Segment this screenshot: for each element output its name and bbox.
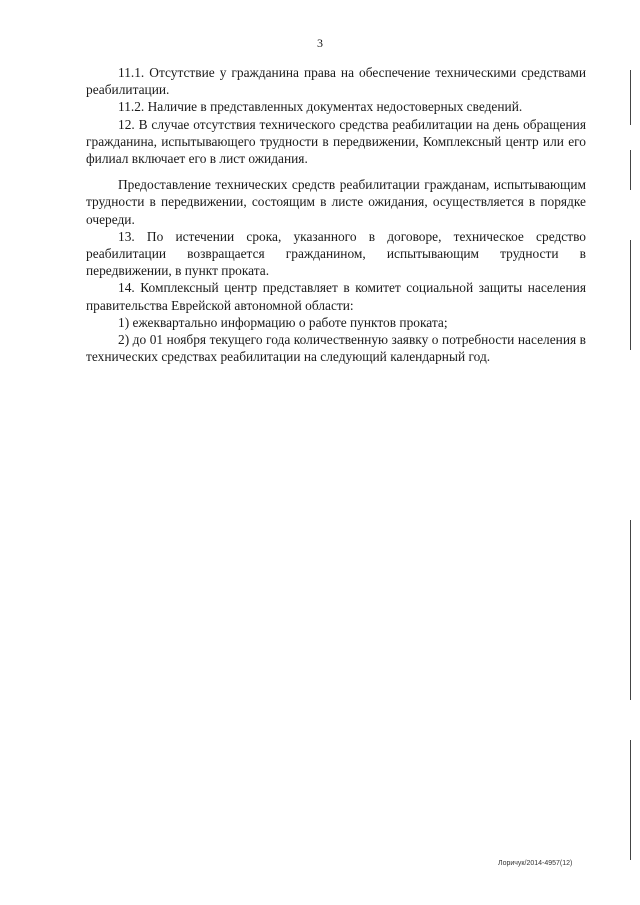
paragraph-13: 13. По истечении срока, указанного в договоре, техническое средство реабилитации возвращается гражданином, испытывающим трудности в передвижении, в пункт проката. [86,228,586,279]
paragraph-11-1: 11.1. Отсутствие у гражданина права на обеспечение техническими средствами реабилитации. [86,65,586,98]
scan-edge-line [630,150,631,190]
paragraph-14-item-1: 1) ежеквартально информацию о работе пунктов проката; [118,314,448,330]
page-number: 3 [317,36,323,50]
scan-edge-line [630,740,631,860]
scan-edge-line [630,70,631,125]
paragraph-11-2: 11.2. Наличие в представленных документах недостоверных сведений. [118,99,523,115]
paragraph-14: 14. Комплексный центр представляет в комитет социальной защиты населения правительства Еврейской автономной области: [86,280,586,313]
paragraph-waiting-list: Предоставление технических средств реабилитации гражданам, испытывающим трудности в передвижении, состоящим в листе ожидания, осуществляется в порядке очереди. [86,177,586,227]
scan-edge-line [630,240,631,350]
scan-edge-line [630,520,631,700]
paragraph-12: 12. В случае отсутствия технического средства реабилитации на день обращения гражданина, испытывающего трудности в передвижении, Комплексный центр или его филиал включает его в лист ожидания. [86,116,586,167]
document-registration-code: Лоричук/2014-4957(12) [498,860,573,867]
paragraph-14-item-2: 2) до 01 ноября текущего года количественную заявку о потребности населения в технических средствах реабилитации на следующий календарный год. [86,332,586,365]
document-body [86,64,586,365]
